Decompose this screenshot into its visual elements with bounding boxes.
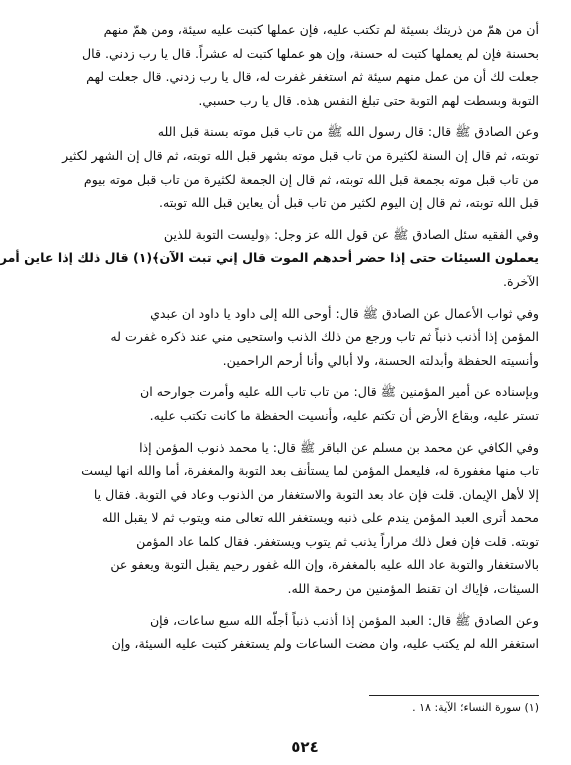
text-line: إلا لأهل الإيمان. قلت فإن عاد بعد التوبة والاستغفار من الذنوب وعاد في التوبة. فقال يا (93, 486, 539, 502)
book-page (0, 18, 539, 765)
text-line: بحسنة فإن لم يعملها كتبت له حسنة، وإن هو عملها كتبت له عشراً. قال يا رب زدني. قال (82, 45, 539, 61)
text-line: وعن الصادق ﷺ قال: العبد المؤمن إذا أذنب ذنباً أجلّه الله سبع ساعات، فإن (149, 612, 539, 628)
text-line: الآخرة. (502, 273, 539, 289)
text-line: تاب منها مغفورة له، فليعمل المؤمن لما يستأنف بعد التوبة والمغفرة، أما والله انها ليست (81, 463, 539, 479)
text-line: وعن الصادق ﷺ قال: قال رسول الله ﷺ من تاب قبل موته بسنة قبل الله (157, 124, 539, 140)
text-line: توبته، ثم قال إن السنة لكثيرة من تاب قبل موته بشهر قبل الله توبته، ثم قال إن الشهر لكثير (62, 147, 539, 163)
text-line: أن من همّ من ذريتك بسيئة لم تكتب عليه، فإن عملها كتبت عليه سيئة، ومن همّ منهم (103, 22, 539, 37)
paragraph-7 (71, 609, 539, 656)
body-text (0, 18, 539, 656)
text-line: وفي الكافي عن محمد بن مسلم عن الباقر ﷺ قال: يا محمد ذنوب المؤمن إذا (139, 439, 539, 455)
paragraph-2 (62, 120, 539, 214)
text-line: تستر عليه، وبقاع الأرض أن تكتم عليه، وأنسيت الحفظة ما كانت تكتب عليه. (149, 407, 539, 423)
footnote-divider (369, 695, 539, 696)
page-number: ٥٢٤ (291, 738, 319, 756)
text-line: وفي الفقيه سئل الصادق ﷺ عن قول الله عز وجل: ﴿وليست التوبة للذين (163, 226, 539, 242)
text-line: من تاب قبل موته بجمعة قبل الله توبته، ثم قال إن الجمعة لكثيرة من تاب قبل موته بيوم (83, 171, 539, 187)
paragraph-5 (71, 380, 539, 427)
footnote: (١) سورة النساء؛ الآية: ١٨ . (412, 701, 539, 714)
text-line: التوبة وبسطت لهم التوبة حتى تبلغ النفس هذه. قال يا رب حسبي. (198, 92, 539, 108)
text-line: السيئات، فإياك ان تقنط المؤمنين من رحمة الله. (287, 581, 539, 597)
text-line: جعلت لك أن من عمل منهم سيئة ثم استغفر غفرت له، قال يا رب زدني. قال جعلت لهم (86, 69, 539, 85)
text-line: وفي ثواب الأعمال عن الصادق ﷺ قال: أوحى الله إلى داود يا داود ان عبدي (150, 305, 539, 321)
paragraph-3 (0, 223, 539, 294)
text-line: توبته. قلت فإن فعل ذلك مراراً يذنب ثم يتوب ويستغفر. فقال كلما عاد المؤمن (136, 533, 539, 549)
text-line: محمد أترى العبد المؤمن يندم على ذنبه ويستغفر الله تعالى منه ويتوب ثم لا يقبل الله (101, 510, 539, 526)
quran-verse-line: يعملون السيئات حتى إذا حضر أحدهم الموت قال إني تبت الآن﴾(١) قال ذلك إذا عاين أمر (0, 250, 539, 266)
text-line: استغفر الله لم يكتب عليه، وان مضت الساعات ولم يستغفر كتبت عليه السيئة، وإن (111, 636, 539, 652)
paragraph-4 (71, 302, 539, 373)
paragraph-1 (71, 18, 539, 112)
text-line: بالاستغفار والتوبة عاد الله عليه بالمغفرة، وإن الله غفور رحيم يقبل التوبة ويعفو عن (110, 557, 539, 573)
text-line: وبإسناده عن أمير المؤمنين ﷺ قال: من تاب تاب الله عليه وأمرت جوارحه ان (140, 384, 539, 400)
text-line: وأنسيته الحفظة وأبدلته الحسنة، ولا أبالي وأنا أرحم الراحمين. (222, 352, 539, 368)
paragraph-6 (71, 436, 539, 601)
text-line: قبل الله توبته، ثم قال إن اليوم لكثير من تاب قبل أن يعاين قبل الله توبته. (158, 195, 539, 211)
text-line: المؤمن إذا أذنب ذنباً ثم تاب ورجع من ذلك الذنب واستحيى مني عند ذكره غفرت له (110, 329, 539, 345)
